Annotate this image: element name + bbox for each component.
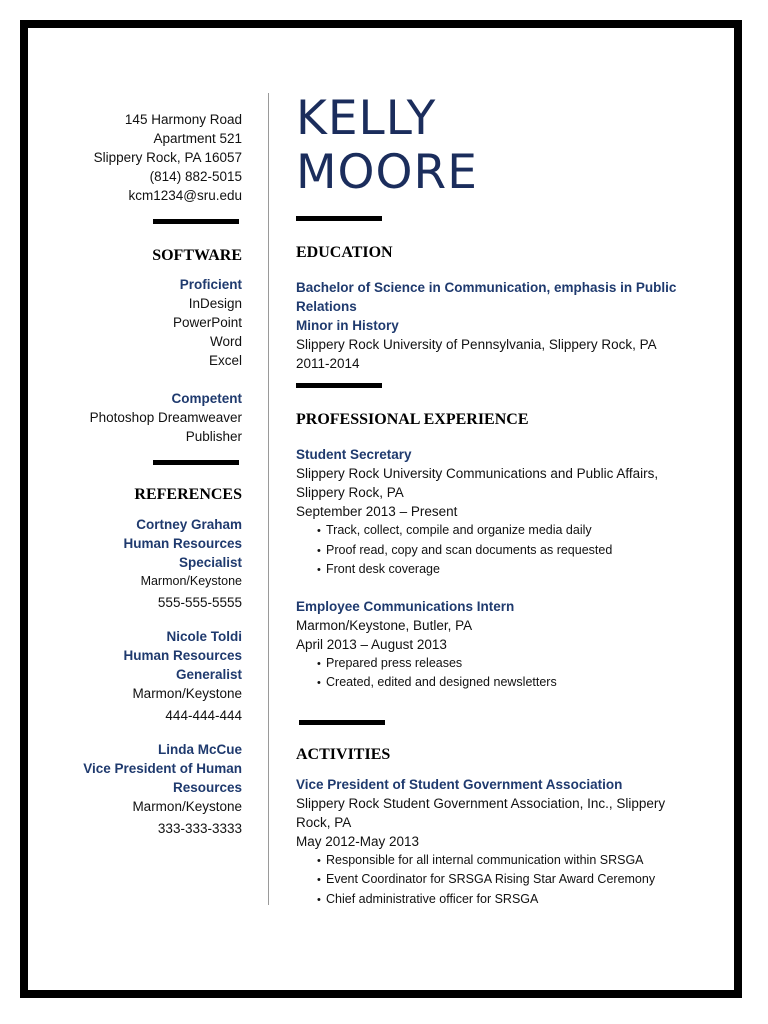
bullet-item: • Track, collect, compile and organize media daily (317, 521, 696, 541)
section-divider (153, 219, 239, 224)
left-column (55, 90, 242, 838)
section-divider (299, 720, 385, 725)
reference-phone: 555-555-5555 (157, 595, 242, 610)
education-block (296, 278, 696, 373)
right-column (296, 92, 696, 909)
activity-dates: May 2012-May 2013 (296, 833, 420, 849)
address-line-2: Apartment 521 (153, 131, 242, 146)
reference-entry (55, 515, 242, 612)
activity-bullets (296, 851, 696, 910)
job-org: Slippery Rock University Communications and Public Affairs, Slippery Rock, PA (296, 466, 659, 500)
contact-block (55, 110, 242, 205)
section-divider (153, 460, 239, 465)
first-name: KELLY (296, 91, 437, 146)
references-heading: REFERENCES (134, 486, 242, 503)
reference-title: Vice President of Human (83, 761, 242, 776)
education-heading: EDUCATION (296, 244, 393, 261)
minor: Minor in History (296, 318, 399, 333)
last-name: MOORE (296, 145, 478, 200)
section-divider (296, 216, 382, 221)
activities-heading: ACTIVITIES (296, 745, 391, 763)
reference-company: Marmon/Keystone (132, 686, 242, 701)
bullet-item: • Chief administrative officer for SRSGA (317, 890, 696, 910)
software-heading: SOFTWARE (152, 247, 242, 264)
email-address: kcm1234@sru.edu (128, 188, 242, 203)
competent-label: Competent (171, 391, 242, 406)
software-item: InDesign (188, 296, 242, 311)
activity-title: Vice President of Student Government Association (296, 776, 623, 792)
reference-title: Specialist (178, 555, 242, 570)
bullet-item: • Front desk coverage (317, 560, 696, 580)
job-entry (296, 597, 696, 693)
reference-title: Generalist (175, 667, 242, 682)
job-entry (296, 445, 696, 580)
experience-heading: PROFESSIONAL EXPERIENCE (296, 411, 529, 428)
reference-entry (55, 627, 242, 725)
education-years: 2011-2014 (296, 356, 360, 371)
bullet-item: • Created, edited and designed newsletters (317, 673, 696, 693)
activity-entry (296, 775, 696, 910)
reference-phone: 333-333-3333 (157, 821, 242, 836)
reference-company: Marmon/Keystone (140, 574, 242, 588)
job-org: Marmon/Keystone, Butler, PA (296, 617, 473, 633)
software-item: Photoshop Dreamweaver (89, 410, 242, 425)
job-title: Student Secretary (296, 447, 412, 462)
address-line-1: 145 Harmony Road (124, 112, 242, 127)
bullet-item: • Responsible for all internal communication within SRSGA (317, 851, 696, 871)
reference-title: Human Resources (123, 648, 242, 663)
software-item: PowerPoint (172, 315, 242, 330)
reference-phone: 444-444-444 (165, 708, 242, 723)
section-divider (296, 383, 382, 388)
software-item: Excel (208, 353, 242, 368)
job-title: Employee Communications Intern (296, 598, 515, 614)
column-divider (268, 93, 269, 905)
bullet-item: • Proof read, copy and scan documents as requested (317, 541, 696, 561)
job-bullets (296, 521, 696, 580)
school: Slippery Rock University of Pennsylvania, Slippery Rock, PA (296, 337, 657, 352)
software-block (55, 275, 242, 446)
degree: Bachelor of Science in Communication, emphasis in Public Relations (296, 280, 677, 314)
reference-company: Marmon/Keystone (132, 799, 242, 814)
activity-org: Slippery Rock Student Government Association, Inc., Slippery Rock, PA (296, 795, 666, 830)
reference-title: Human Resources (123, 536, 242, 551)
reference-name: Cortney Graham (136, 517, 242, 532)
job-dates: April 2013 – August 2013 (296, 636, 447, 652)
reference-name: Linda McCue (157, 742, 242, 757)
proficient-label: Proficient (179, 277, 242, 292)
phone-number: (814) 882-5015 (149, 169, 242, 184)
job-bullets (296, 654, 696, 693)
reference-title: Resources (172, 780, 242, 795)
reference-name: Nicole Toldi (166, 629, 242, 644)
bullet-item: • Event Coordinator for SRSGA Rising Star Award Ceremony (317, 870, 696, 890)
address-line-3: Slippery Rock, PA 16057 (93, 150, 242, 165)
software-item: Publisher (185, 429, 242, 444)
bullet-item: • Prepared press releases (317, 654, 696, 674)
software-item: Word (209, 334, 242, 349)
reference-entry (55, 740, 242, 838)
job-dates: September 2013 – Present (296, 504, 458, 519)
